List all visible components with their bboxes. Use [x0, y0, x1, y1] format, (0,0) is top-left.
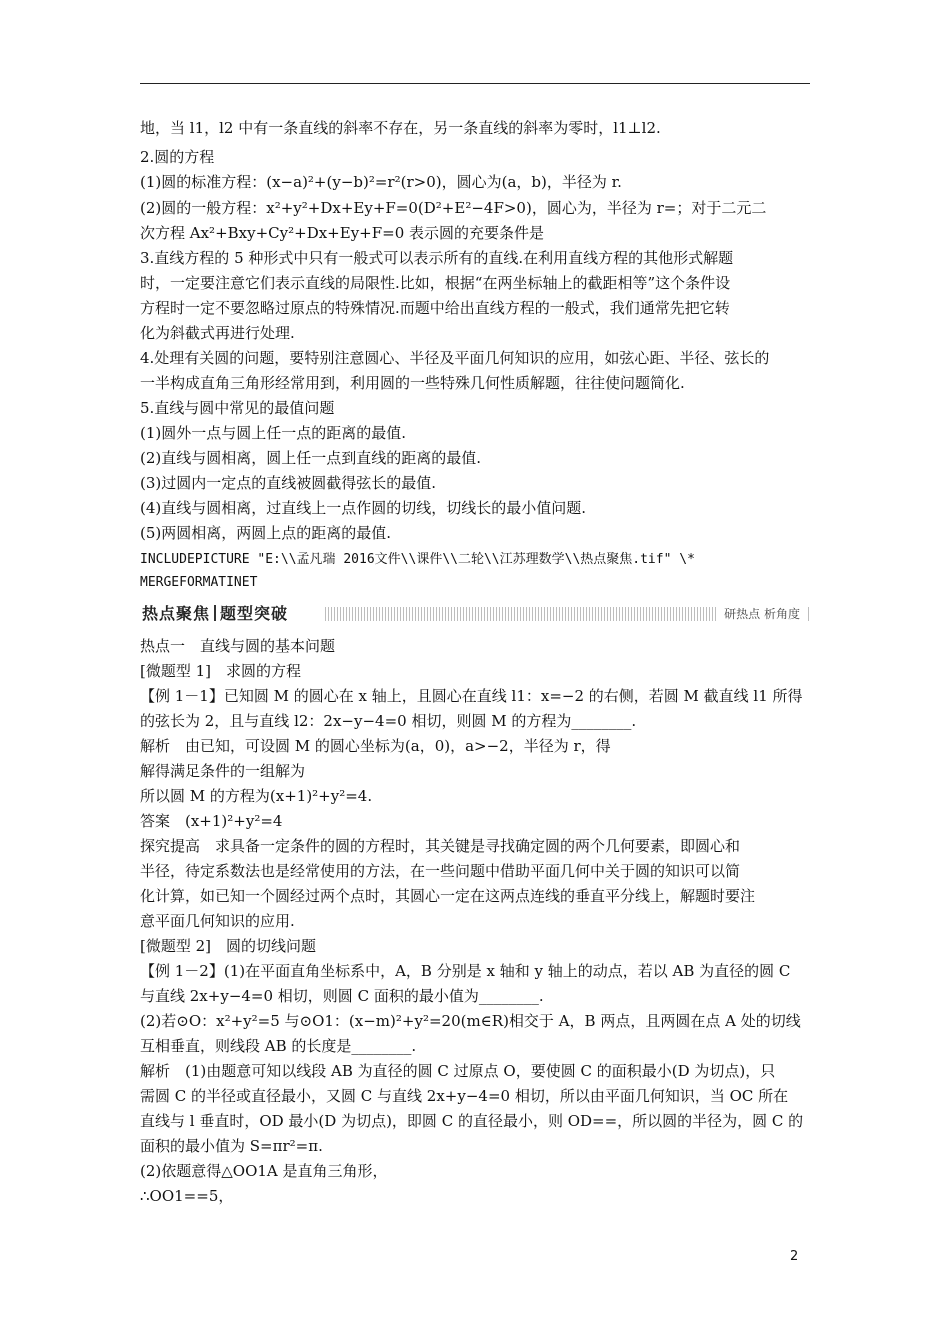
include-field-line: INCLUDEPICTURE "E:\\孟凡瑞 2016文件\\课件\\二轮\\江苏理数学\\热点聚焦.tif" \* — [140, 552, 695, 567]
example-line: 【例 1－1】已知圆 M 的圆心在 x 轴上，且圆心在直线 l1：x=−2 的右侧，若圆 M 截直线 l1 所得 — [140, 687, 803, 705]
text-line: (3)过圆内一定点的直线被圆截得弦长的最值. — [140, 474, 437, 492]
example-line: 与直线 2x+y−4=0 相切，则圆 C 面积的最小值为________. — [140, 987, 544, 1005]
text-line: (2)直线与圆相离，圆上任一点到直线的距离的最值. — [140, 449, 482, 467]
answer-line: 答案 (x+1)²+y²=4 — [140, 812, 283, 830]
text-line: 面积的最小值为 S=πr²=π. — [140, 1137, 323, 1155]
text-line: 方程时一定不要忽略过原点的特殊情况.而题中给出直线方程的一般式，我们通常先把它转 — [140, 299, 730, 317]
text-line: (1)圆外一点与圆上任一点的距离的最值. — [140, 424, 407, 442]
text-line: ∴OO1==5， — [140, 1187, 234, 1205]
text-line: 直线与 l 垂直时，OD 最小(D 为切点)，即圆 C 的直径最小，则 OD==，所以圆的半径为，圆 C 的 — [140, 1112, 804, 1130]
text-line: 解析 由已知，可设圆 M 的圆心坐标为(a，0)，a>−2，半径为 r，得 — [140, 737, 611, 755]
text-line: (1)圆的标准方程：(x−a)²+(y−b)²=r²(r>0)，圆心为(a，b)，半径为 r. — [140, 173, 622, 191]
text-line: 时，一定要注意它们表示直线的局限性.比如，根据“在两坐标轴上的截距相等”这个条件设 — [140, 274, 731, 292]
text-line: 次方程 Ax²+Bxy+Cy²+Dx+Ey+F=0 表示圆的充要条件是 — [140, 224, 545, 242]
text-line: 意平面几何知识的应用. — [140, 912, 295, 930]
banner-left-label: 热点聚焦 — [142, 604, 211, 623]
example-line: (2)若⊙O：x²+y²=5 与⊙O1：(x−m)²+y²=20(m∈R)相交于 A，B 两点，且两圆在点 A 处的切线 — [140, 1012, 801, 1030]
subsection-heading: [微题型 1] 求圆的方程 — [140, 662, 302, 680]
text-line: 半径，待定系数法也是经常使用的方法，在一些问题中借助平面几何中关于圆的知识可以简 — [140, 862, 741, 880]
example-line: 互相垂直，则线段 AB 的长度是________. — [140, 1037, 417, 1055]
example-line: 的弦长为 2，且与直线 l2：2x−y−4=0 相切，则圆 M 的方程为________. — [140, 712, 637, 730]
banner-title — [142, 603, 288, 625]
page-number: 2 — [790, 1249, 799, 1264]
text-line: 化计算，如已知一个圆经过两个点时，其圆心一定在这两点连线的垂直平分线上，解题时要注 — [140, 887, 756, 905]
section-banner — [140, 603, 810, 625]
header-rule — [140, 83, 810, 84]
text-line: 解析 (1)由题意可知以线段 AB 为直径的圆 C 过原点 O，要使圆 C 的面积最小(D 为切点)，只 — [140, 1062, 776, 1080]
text-line: (2)圆的一般方程：x²+y²+Dx+Ey+F=0(D²+E²−4F>0)，圆心为，半径为 r=；对于二元二 — [140, 199, 767, 217]
banner-mid-label: 题型突破 — [220, 604, 289, 623]
include-field-line: MERGEFORMATINET — [140, 575, 258, 590]
section-heading: 热点一 直线与圆的基本问题 — [140, 637, 336, 655]
text-line: (2)依题意得△OO1A 是直角三角形， — [140, 1162, 388, 1180]
text-line: 3.直线方程的 5 种形式中只有一般式可以表示所有的直线.在利用直线方程的其他形式解题 — [140, 249, 734, 267]
section-heading: 5.直线与圆中常见的最值问题 — [140, 399, 335, 417]
example-line: 【例 1－2】(1)在平面直角坐标系中，A，B 分别是 x 轴和 y 轴上的动点，若以 AB 为直径的圆 C — [140, 962, 791, 980]
banner-divider — [214, 605, 216, 621]
text-line: 探究提高 求具备一定条件的圆的方程时，其关键是寻找确定圆的两个几何要素，即圆心和 — [140, 837, 741, 855]
text-line: 地，当 l1，l2 中有一条直线的斜率不存在，另一条直线的斜率为零时，l1⊥l2. — [140, 119, 661, 137]
text-line: 所以圆 M 的方程为(x+1)²+y²=4. — [140, 787, 373, 805]
section-heading: 2.圆的方程 — [140, 148, 215, 166]
text-line: (5)两圆相离，两圆上点的距离的最值. — [140, 524, 392, 542]
text-line: 一半构成直角三角形经常用到，利用圆的一些特殊几何性质解题，往往使问题简化. — [140, 374, 685, 392]
text-line: (4)直线与圆相离，过直线上一点作圆的切线，切线长的最小值问题. — [140, 499, 587, 517]
subsection-heading: [微题型 2] 圆的切线问题 — [140, 937, 317, 955]
text-line: 4.处理有关圆的问题，要特别注意圆心、半径及平面几何知识的应用，如弦心距、半径、弦长的 — [140, 349, 770, 367]
text-line: 需圆 C 的半径或直径最小，又圆 C 与直线 2x+y−4=0 相切，所以由平面几何知识，当 OC 所在 — [140, 1087, 789, 1105]
banner-right-label: 研热点 析角度 — [718, 603, 806, 625]
text-line: 解得满足条件的一组解为 — [140, 762, 306, 780]
text-line: 化为斜截式再进行处理. — [140, 324, 295, 342]
